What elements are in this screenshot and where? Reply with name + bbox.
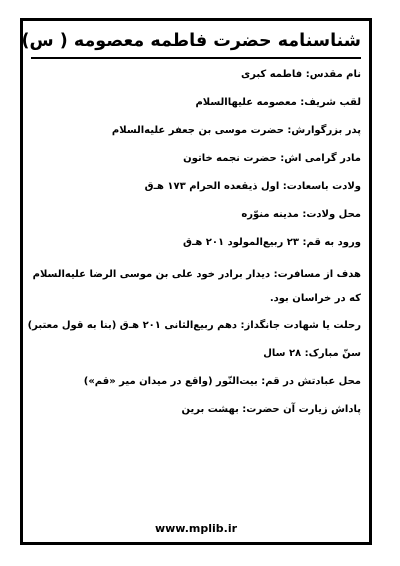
info-row-title: لقب شریف: معصومه علیهاالسلام <box>195 97 361 108</box>
info-row-pilgrimage-reward: پاداش زیارت آن حضرت: بهشت برین <box>181 404 361 415</box>
info-row-age: سنّ مبارک: ۲۸ سال <box>263 348 361 359</box>
page-border <box>20 18 372 545</box>
info-row-birth-date: ولادت باسعادت: اول ذیقعده الحرام ۱۷۳ هـ‌ق <box>144 181 361 192</box>
info-row-demise: رحلت یا شهادت جانگداز: دهم ربیع‌الثانی ۲۰۱ هـ‌ق (بنا به قول معتبر) <box>27 320 361 331</box>
title-underline <box>31 57 361 59</box>
content <box>21 27 361 418</box>
info-row-holy-name: نام مقدس: فاطمه کبری <box>240 69 361 80</box>
info-row-arrival-qom: ورود به قم: ۲۳ ربیع‌المولود ۲۰۱ هـ‌ق <box>183 237 361 248</box>
info-row-birth-place: محل ولادت: مدینه منوّره <box>241 209 361 220</box>
info-row-mother: مادر گرامی اش: حضرت نجمه خاتون <box>183 153 361 164</box>
info-row-worship-place: محل عبادتش در قم: بیت‌النّور (واقع در میدان میر «قم») <box>83 376 361 387</box>
website-url: www.mplib.ir <box>154 522 238 535</box>
info-list <box>27 67 361 418</box>
info-row-travel-purpose: هدف از مسافرت: دیدار برادر خود علی بن موسی الرضا علیه‌السلام که در خراسان بود. <box>32 269 361 304</box>
document-title: شناسنامه حضرت فاطمه معصومه ( س) <box>21 31 361 51</box>
info-row-father: پدر بزرگوارش: حضرت موسی بن جعفر علیه‌السلام <box>111 125 361 136</box>
